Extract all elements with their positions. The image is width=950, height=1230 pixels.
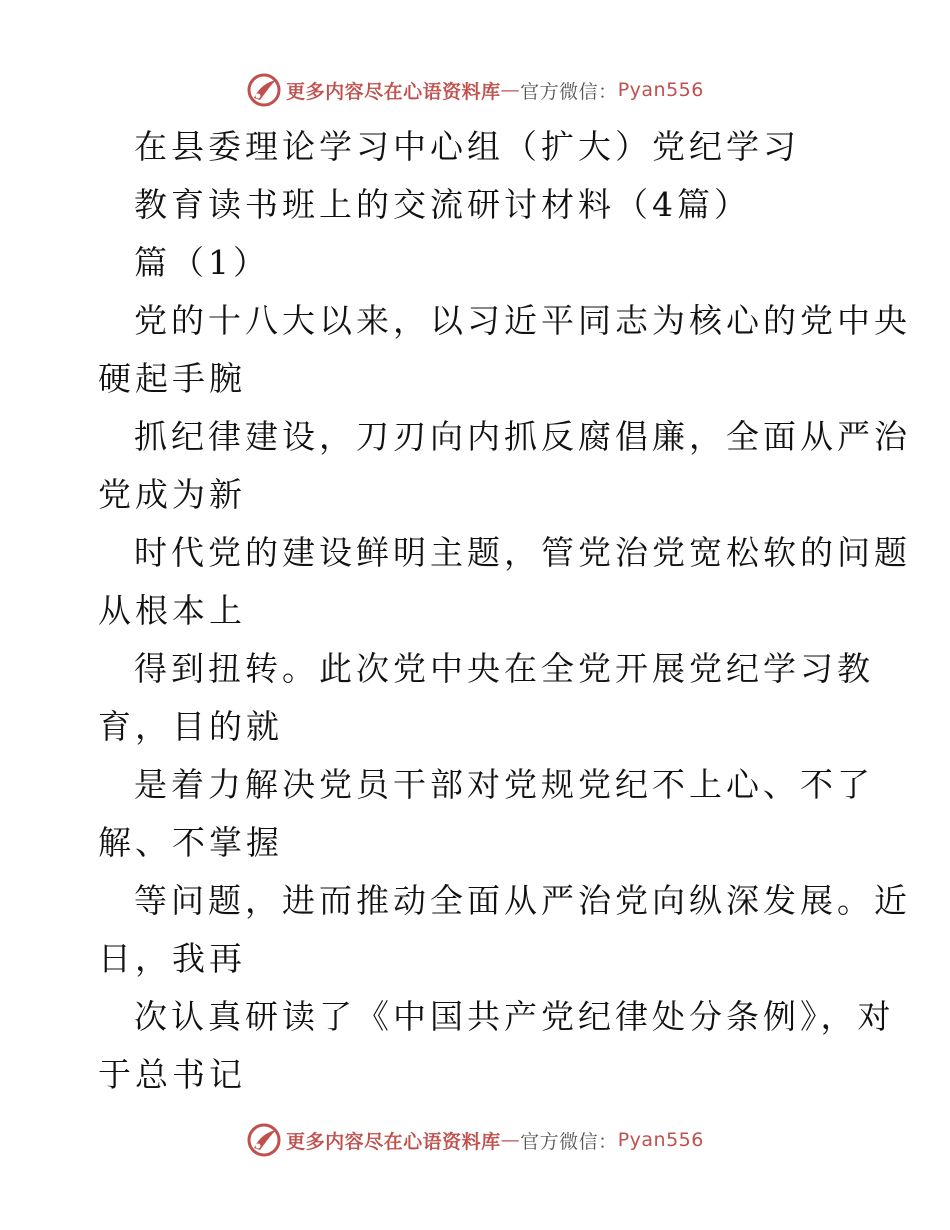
paragraph-line: 育，目的就: [98, 707, 283, 746]
footer-watermark: [0, 1120, 950, 1160]
brand-logo-icon: [246, 1122, 282, 1158]
brand-logo-icon: [246, 72, 282, 108]
section-heading: 篇（1）: [134, 243, 270, 282]
watermark-brand: 更多内容尽在心语资料库: [286, 1130, 501, 1153]
document-body: [98, 118, 911, 1104]
paragraph-line: 得到扭转。此次党中央在全党开展党纪学习教: [134, 649, 874, 688]
watermark-label: 官方微信：: [520, 1130, 618, 1153]
watermark-dash: —: [500, 79, 521, 101]
paragraph-line: 等问题，进而推动全面从严治党向纵深发展。近: [134, 881, 911, 920]
paragraph-line: 时代党的建设鲜明主题，管党治党宽松软的问题: [134, 533, 911, 572]
paragraph-line: 解、不掌握: [98, 823, 283, 862]
paragraph-line: 硬起手腕: [98, 359, 246, 398]
watermark-wechat-id: Pyan556: [617, 79, 704, 101]
paragraph-line: 从根本上: [98, 591, 246, 630]
paragraph-line: 次认真研读了《中国共产党纪律处分条例》，对: [134, 997, 895, 1036]
paragraph-line: 是着力解决党员干部对党规党纪不上心、不了: [134, 765, 874, 804]
paragraph-line: 于总书记: [98, 1055, 246, 1094]
paragraph-line: 党的十八大以来，以习近平同志为核心的党中央: [134, 301, 911, 340]
paragraph-line: 抓纪律建设，刀刃向内抓反腐倡廉，全面从严治: [134, 417, 911, 456]
header-watermark: [0, 70, 950, 110]
paragraph-line: 日，我再: [98, 939, 246, 978]
watermark-label: 官方微信：: [520, 80, 618, 103]
document-title-line: 教育读书班上的交流研讨材料（4篇）: [134, 185, 751, 224]
document-title-line: 在县委理论学习中心组（扩大）党纪学习: [134, 127, 800, 166]
watermark-dash: —: [500, 1129, 521, 1151]
paragraph-line: 党成为新: [98, 475, 246, 514]
watermark-wechat-id: Pyan556: [617, 1129, 704, 1151]
watermark-brand: 更多内容尽在心语资料库: [286, 80, 501, 103]
